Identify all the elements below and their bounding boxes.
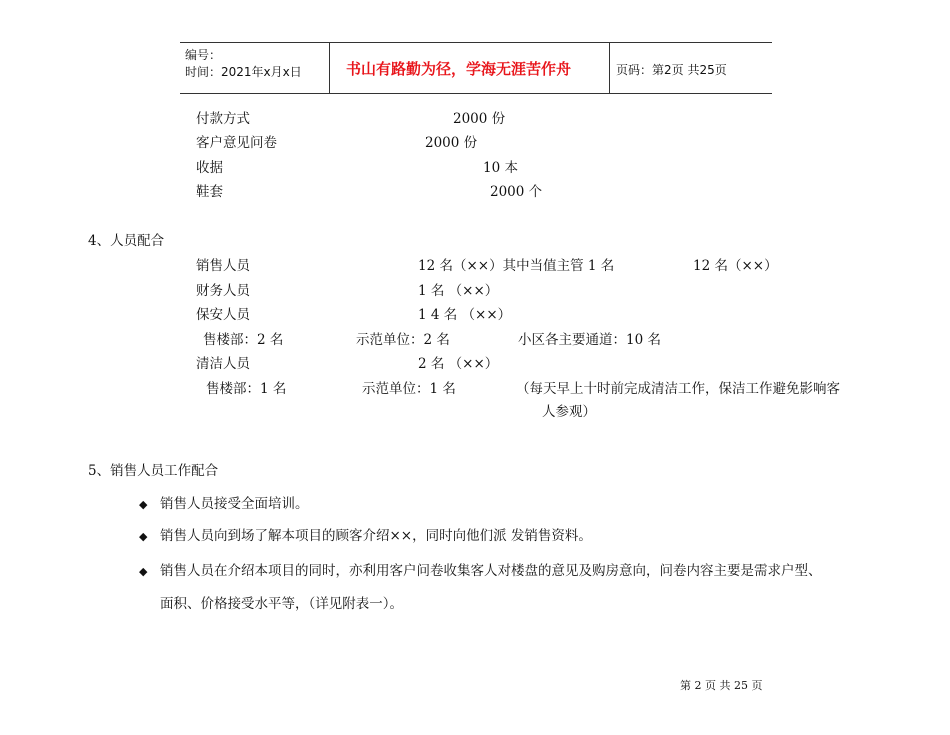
sales-staff-label: 销售人员 bbox=[196, 258, 250, 274]
section-5-title: 5、销售人员工作配合 bbox=[88, 463, 219, 479]
duty-item: 销售人员向到场了解本项目的顾客介绍××，同时向他们派 发销售资料。 bbox=[160, 528, 592, 544]
security-staff-value: 1 4 名 （××） bbox=[418, 307, 512, 323]
page-header bbox=[180, 42, 772, 94]
diamond-bullet-icon: ◆ bbox=[139, 565, 148, 578]
finance-staff-value: 1 名 （××） bbox=[418, 283, 499, 299]
header-motto-cell bbox=[330, 43, 610, 93]
material-qty: 2000 个 bbox=[490, 184, 543, 200]
cleaning-staff-label: 清洁人员 bbox=[196, 356, 250, 372]
material-qty: 2000 份 bbox=[453, 111, 506, 127]
diamond-bullet-icon: ◆ bbox=[139, 530, 148, 543]
material-name: 付款方式 bbox=[196, 111, 250, 127]
cleaning-assignment: 示范单位：1 名 bbox=[362, 381, 456, 397]
duty-item: 销售人员接受全面培训。 bbox=[160, 496, 309, 512]
finance-staff-label: 财务人员 bbox=[196, 283, 250, 299]
header-motto: 书山有路勤为径，学海无涯苦作舟 bbox=[346, 60, 572, 78]
page-footer: 第 2 页 共 25 页 bbox=[680, 679, 763, 692]
security-assignment: 示范单位：2 名 bbox=[356, 332, 450, 348]
section-4-title: 4、人员配合 bbox=[88, 233, 165, 249]
cleaning-note: （每天早上十时前完成清洁工作，保洁工作避免影响客 bbox=[516, 381, 840, 397]
cleaning-staff-value: 2 名 （××） bbox=[418, 356, 499, 372]
security-assignment: 售楼部：2 名 bbox=[203, 332, 284, 348]
cleaning-assignment: 售楼部：1 名 bbox=[206, 381, 287, 397]
diamond-bullet-icon: ◆ bbox=[139, 498, 148, 511]
material-qty: 2000 份 bbox=[425, 135, 478, 151]
duty-item: 销售人员在介绍本项目的同时，亦利用客户问卷收集客人对楼盘的意见及购房意向，问卷内容主要是需求户型、 bbox=[160, 563, 822, 579]
material-name: 鞋套 bbox=[196, 184, 223, 200]
material-name: 收据 bbox=[196, 160, 223, 176]
material-qty: 10 本 bbox=[483, 160, 518, 176]
doc-time-label: 时间：2021年x月x日 bbox=[185, 65, 302, 79]
sales-staff-extra: 12 名（××） bbox=[693, 258, 778, 274]
header-info-cell bbox=[180, 43, 330, 93]
header-page-label: 页码：第2页 共25页 bbox=[616, 63, 727, 77]
doc-number-label: 编号： bbox=[185, 48, 222, 62]
security-assignment: 小区各主要通道：10 名 bbox=[518, 332, 661, 348]
header-page-cell bbox=[610, 43, 772, 93]
security-staff-label: 保安人员 bbox=[196, 307, 250, 323]
material-name: 客户意见问卷 bbox=[196, 135, 277, 151]
sales-staff-value: 12 名（××）其中当值主管 1 名 bbox=[418, 258, 615, 274]
cleaning-note-cont: 人参观） bbox=[542, 404, 596, 420]
duty-item-cont: 面积、价格接受水平等，（详见附表一）。 bbox=[160, 596, 403, 612]
